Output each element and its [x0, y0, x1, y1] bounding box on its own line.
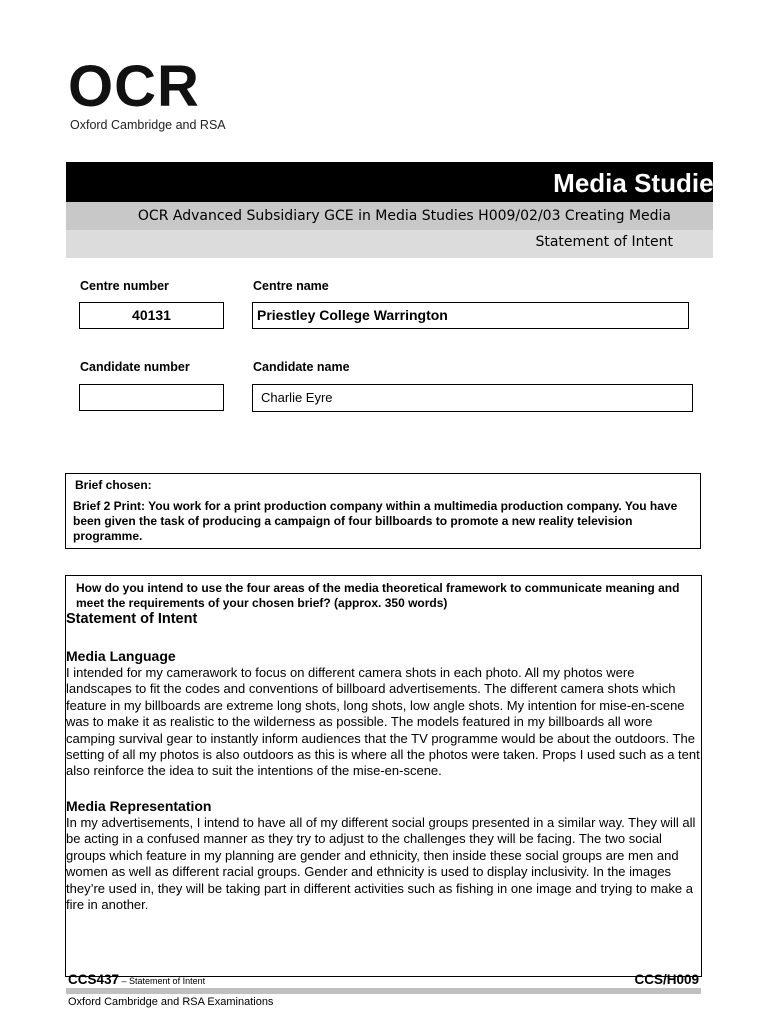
ocr-logo-subtitle: Oxford Cambridge and RSA	[70, 118, 226, 132]
footer-divider	[66, 988, 701, 994]
statement-question: How do you intend to use the four areas of the media theoretical framework to communicate meaning and meet the requirements of your chosen brief? (approx. 350 words)	[76, 581, 680, 610]
ocr-logo: OCR	[68, 54, 200, 119]
footer-code-suffix: – Statement of Intent	[119, 976, 206, 986]
centre-number-label: Centre number	[80, 279, 169, 293]
candidate-name-label: Candidate name	[253, 360, 350, 374]
media-language-heading: Media Language	[66, 648, 176, 664]
document-type-text: Statement of Intent	[535, 234, 673, 250]
footer-code: CCS437	[68, 972, 120, 987]
centre-name-value: Priestley College Warrington	[257, 307, 448, 323]
centre-number-value: 40131	[132, 307, 171, 323]
candidate-number-label: Candidate number	[80, 360, 190, 374]
footer-organisation: Oxford Cambridge and RSA Examinations	[68, 996, 274, 1008]
media-representation-heading: Media Representation	[66, 798, 212, 814]
centre-name-label: Centre name	[253, 279, 329, 293]
footer-code-right: CCS/H009	[634, 972, 699, 987]
media-language-text: I intended for my camerawork to focus on different camera shots in each photo. All my photos were landscapes to fit the codes and conventions of billboard advertisements. The different camera shots which feature in my billboards are extreme long shots, long shots, low angle shots. My intention for mise-en-scene was to make it as realistic to the wilderness as possible. The models featured in my billboards all wore camping survival gear to instantly inform audiences that the TV programme would be about the outdoors. The setting of all my photos is also outdoors as this is where all the photos were taken. Props I used such as a tent also reinforce the idea to suit the intentions of the mise-en-scene.	[66, 665, 700, 779]
brief-text: Brief 2 Print: You work for a print production company within a multimedia production company. You have been given the task of producing a campaign of four billboards to promote a new reality television programme.	[73, 499, 678, 543]
document-title: Media Studies	[553, 168, 728, 198]
brief-heading: Brief chosen:	[75, 478, 152, 492]
media-representation-text: In my advertisements, I intend to have all of my different social groups presented in a similar way. They will all be acting in a confused manner as they try to adjust to the challenges they will be facing. The two social groups which feature in my planning are gender and ethnicity, then inside these social groups are men and women as well as different racial groups. Gender and ethnicity is used to display inclusivity. In the images they’re used in, they will be taking part in different activities such as fishing in one image and trying to make a fire in another.	[66, 815, 696, 913]
candidate-name-value: Charlie Eyre	[261, 390, 333, 405]
statement-title: Statement of Intent	[66, 611, 198, 627]
qualification-text: OCR Advanced Subsidiary GCE in Media Studies H009/02/03 Creating Media	[137, 208, 671, 224]
footer-code-left	[68, 972, 205, 987]
candidate-number-field[interactable]	[79, 384, 224, 411]
